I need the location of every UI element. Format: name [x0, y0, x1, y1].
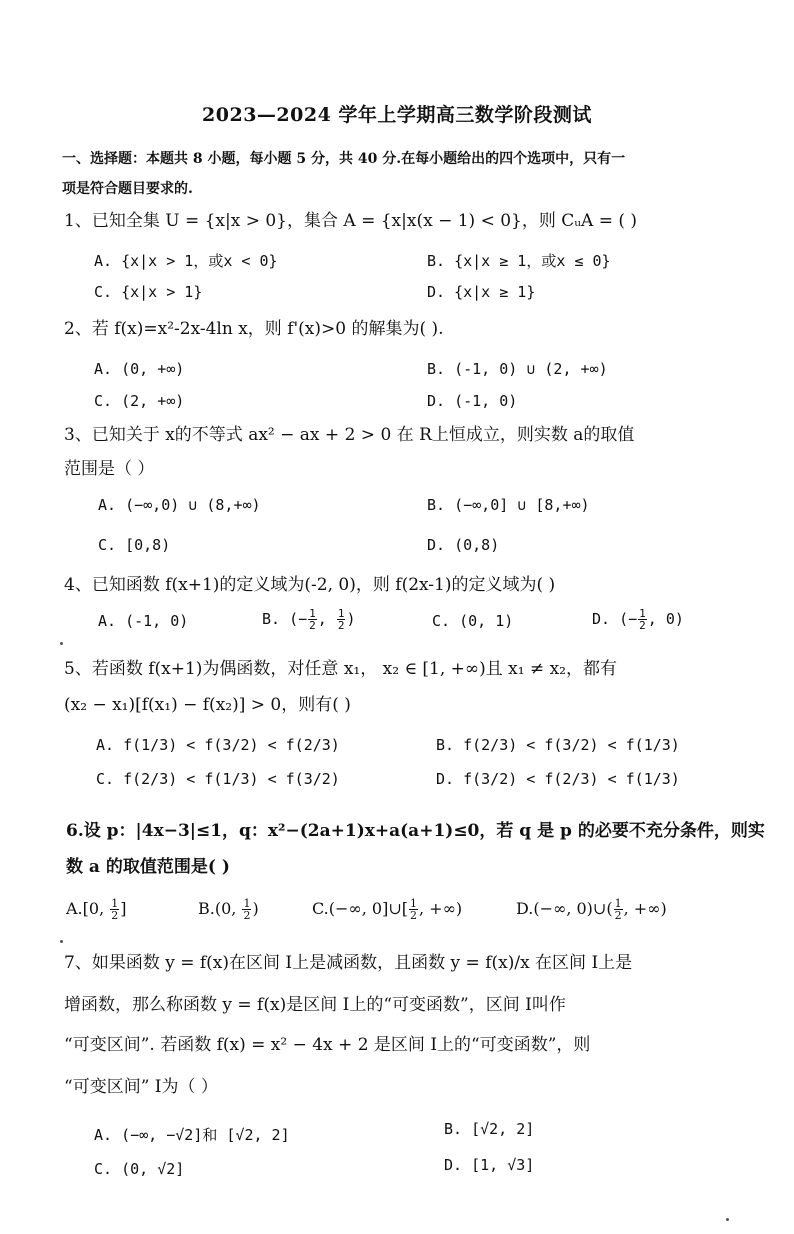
exam-title: 2023—2024 学年上学期高三数学阶段测试: [202, 104, 592, 126]
question-2-option-b: B. (-1, 0) ∪ (2, +∞): [427, 360, 608, 378]
fraction-numerator: 1: [309, 607, 316, 620]
section-instructions-line1: 一、选择题：本题共 8 小题，每小题 5 分，共 40 分.在每小题给出的四个选项中，只有一: [62, 151, 626, 167]
fraction-denominator: 2: [614, 909, 622, 922]
option-b-suffix: ): [252, 899, 259, 918]
fraction-denominator: 2: [243, 909, 251, 922]
fraction-one-half: [110, 898, 119, 921]
fraction-numerator: 1: [111, 897, 119, 910]
option-d-prefix: D.(−∞, 0)∪(: [516, 899, 613, 918]
question-5-option-b: B. f(2/3) < f(3/2) < f(1/3): [436, 736, 680, 754]
question-7-stem-line2: 增函数，那么称函数 y = f(x)是区间 I上的“可变函数”，区间 I叫作: [64, 995, 566, 1015]
question-3-stem-line1: 3、已知关于 x的不等式 ax² − ax + 2 > 0 在 R上恒成立，则实数 a的取值: [64, 425, 635, 445]
question-7-option-c: C. (0, √2]: [94, 1160, 185, 1178]
fraction-one-half: [614, 898, 623, 921]
question-4-option-b: [262, 608, 356, 631]
option-b-suffix: ): [346, 610, 356, 628]
question-1-option-b: B. {x|x ≥ 1，或x ≤ 0}: [427, 252, 611, 270]
question-7-option-b: B. [√2, 2]: [444, 1120, 535, 1138]
section-instructions-line2: 项是符合题目要求的.: [62, 181, 193, 197]
question-3-option-b: B. (−∞,0] ∪ [8,+∞): [427, 496, 590, 514]
question-3-stem-line2: 范围是（ ）: [64, 459, 155, 479]
question-4-option-c: C. (0, 1): [432, 612, 514, 630]
question-5-stem-line2: (x₂ − x₁)[f(x₁) − f(x₂)] > 0，则有( ): [64, 695, 351, 715]
fraction-denominator: 2: [337, 619, 345, 632]
fraction-numerator: 1: [243, 897, 251, 910]
scan-speck: [60, 642, 63, 645]
question-4-stem: 4、已知函数 f(x+1)的定义域为(-2, 0)，则 f(2x-1)的定义域为( ): [64, 575, 556, 595]
question-7-option-d: D. [1, √3]: [444, 1156, 535, 1174]
option-b-prefix: B. (−: [262, 610, 308, 628]
fraction-numerator: 1: [639, 607, 646, 620]
question-3-option-d: D. (0,8): [427, 536, 500, 554]
question-2-stem: 2、若 f(x)=x²-2x-4ln x，则 f'(x)>0 的解集为( ).: [64, 319, 444, 339]
question-7-stem-line4: “可变区间” I为（ ）: [64, 1077, 218, 1097]
question-6-option-c: [312, 898, 462, 921]
option-b-prefix: B.(0,: [198, 899, 242, 918]
question-7-option-a: A. (−∞, −√2]和 [√2, 2]: [94, 1126, 290, 1144]
question-5-option-c: C. f(2/3) < f(1/3) < f(3/2): [96, 770, 340, 788]
scan-speck: [726, 1218, 729, 1221]
question-6-option-a: [66, 898, 126, 921]
fraction-denominator: 2: [111, 909, 119, 922]
question-7-stem-line1: 7、如果函数 y = f(x)在区间 I上是减函数，且函数 y = f(x)/x 在区间 I上是: [64, 953, 633, 973]
question-6-option-b: [198, 898, 259, 921]
fraction-one-half: [409, 898, 418, 921]
option-c-prefix: C.(−∞, 0]∪[: [312, 899, 408, 918]
fraction-denominator: 2: [409, 909, 417, 922]
option-c-suffix: , +∞): [418, 899, 463, 918]
question-3-option-c: C. [0,8): [98, 536, 171, 554]
question-2-option-c: C. (2, +∞): [94, 392, 185, 410]
question-5-option-d: D. f(3/2) < f(2/3) < f(1/3): [436, 770, 680, 788]
question-3-option-a: A. (−∞,0) ∪ (8,+∞): [98, 496, 261, 514]
question-1-option-a: A. {x|x > 1，或x < 0}: [94, 252, 278, 270]
question-5-stem-line1: 5、若函数 f(x+1)为偶函数，对任意 x₁， x₂ ∈ [1, +∞)且 x₁ ≠ x₂，都有: [64, 659, 617, 679]
question-4-option-d: [592, 608, 684, 631]
option-d-suffix: , +∞): [623, 899, 667, 918]
question-1-option-c: C. {x|x > 1}: [94, 283, 203, 301]
option-d-prefix: D. (−: [592, 610, 638, 628]
option-a-suffix: ]: [120, 899, 127, 918]
fraction-one-half: [638, 608, 647, 631]
question-1-stem: 1、已知全集 U = {x|x > 0}，集合 A = {x|x(x − 1) < 0}，则 CᵤA = ( ): [64, 211, 638, 231]
question-6-stem-line1: 6.设 p：|4x−3|≤1，q：x²−(2a+1)x+a(a+1)≤0，若 q 是 p 的必要不充分条件，则实: [66, 821, 765, 841]
fraction-numerator: 1: [409, 897, 417, 910]
question-6-option-d: [516, 898, 667, 921]
option-d-suffix: , 0): [647, 610, 684, 628]
fraction-one-half: [337, 608, 346, 631]
fraction-denominator: 2: [309, 619, 316, 632]
question-7-stem-line3: “可变区间”. 若函数 f(x) = x² − 4x + 2 是区间 I上的“可变函数”，则: [64, 1035, 591, 1055]
fraction-numerator: 1: [614, 897, 622, 910]
question-4-option-a: A. (-1, 0): [98, 612, 189, 630]
question-6-stem-line2: 数 a 的取值范围是( ): [66, 857, 230, 877]
fraction-numerator: 1: [337, 607, 345, 620]
scan-speck: [60, 940, 63, 943]
question-5-option-a: A. f(1/3) < f(3/2) < f(2/3): [96, 736, 340, 754]
fraction-denominator: 2: [639, 619, 646, 632]
option-a-prefix: A.[0,: [66, 899, 110, 918]
fraction-one-half: [242, 898, 251, 921]
option-b-separator: ,: [317, 610, 336, 628]
fraction-one-half: [308, 608, 317, 631]
question-2-option-a: A. (0, +∞): [94, 360, 185, 378]
question-2-option-d: D. (-1, 0): [427, 392, 518, 410]
question-1-option-d: D. {x|x ≥ 1}: [427, 283, 536, 301]
